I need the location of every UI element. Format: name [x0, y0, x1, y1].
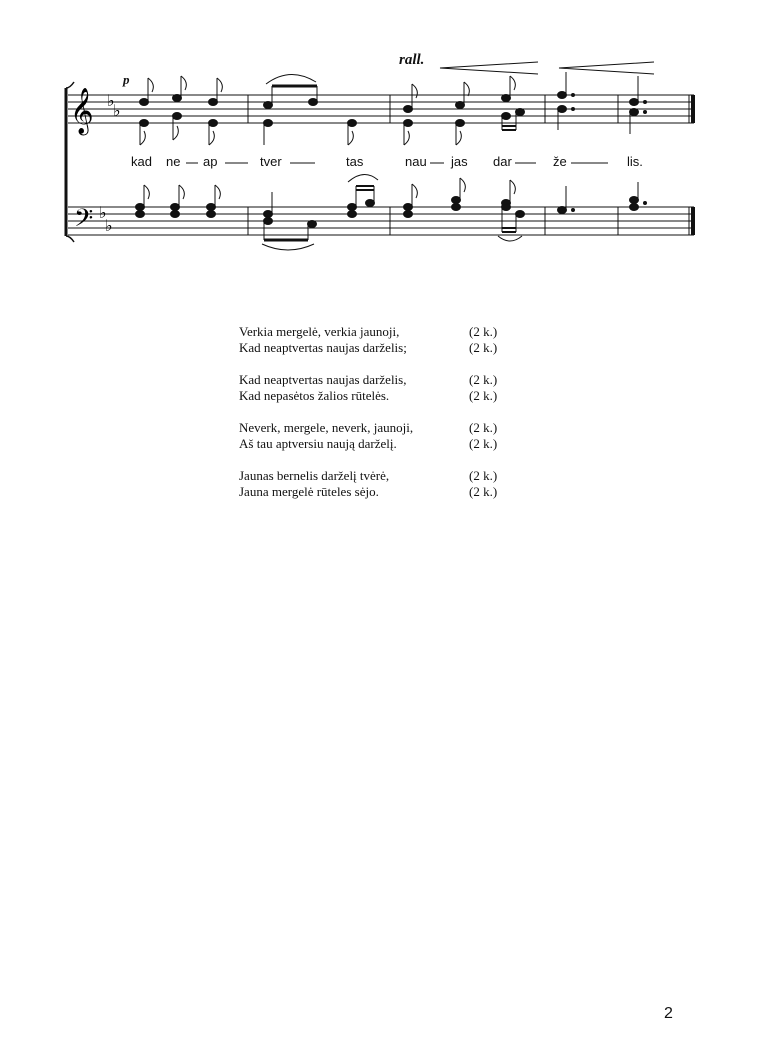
verse-text: Neverk, mergele, neverk, jaunoji,: [239, 420, 414, 435]
verse-line: [239, 372, 509, 388]
repeat-mark: (2 k.): [469, 388, 498, 403]
final-barline: [691, 95, 695, 235]
repeat-mark: (2 k.): [469, 372, 498, 387]
verse-line: [239, 436, 509, 452]
lyric-syllable: tver: [260, 154, 282, 169]
verse-text: Kad nepasėtos žalios rūtelės.: [239, 388, 390, 403]
lyric-syllable: ne: [166, 154, 181, 169]
lyric-syllable: že: [553, 154, 567, 169]
repeat-mark: (2 k.): [469, 420, 498, 435]
lyric-syllable: tas: [346, 154, 364, 169]
bass-clef-icon: 𝄢: [74, 204, 94, 239]
verse-line: [239, 388, 509, 404]
stanza: [239, 468, 509, 500]
verse-line: [239, 324, 509, 340]
stanza: [239, 420, 509, 452]
tempo-marking: rall.: [399, 52, 425, 68]
verses: [239, 324, 509, 516]
repeat-mark: (2 k.): [469, 484, 498, 499]
stanza: [239, 324, 509, 356]
bass-staff: [68, 207, 694, 235]
verse-line: [239, 468, 509, 484]
verse-text: Aš tau aptversiu naują darželį.: [239, 436, 397, 451]
repeat-mark: (2 k.): [469, 468, 498, 483]
flat-icon: ♭: [105, 218, 113, 235]
treble-notes-lower: [140, 106, 647, 146]
lyric-syllable: lis.: [627, 154, 643, 169]
bass-notes: [136, 174, 647, 250]
verse-line: [239, 340, 509, 356]
stanza: [239, 372, 509, 404]
verse-text: Kad neaptvertas naujas darželis;: [239, 340, 407, 355]
verse-text: Jaunas bernelis darželį tvėrė,: [239, 468, 390, 483]
treble-clef-icon: 𝄞: [70, 88, 94, 134]
page-number: 2: [664, 1005, 673, 1022]
verse-line: [239, 484, 509, 500]
verse-line: [239, 420, 509, 436]
treble-notes-upper: [140, 72, 647, 113]
lyric-syllable: jas: [451, 154, 468, 169]
lyric-syllable: kad: [131, 154, 152, 169]
repeat-mark: (2 k.): [469, 340, 498, 355]
lyric-syllable: nau: [405, 154, 427, 169]
verse-text: Verkia mergelė, verkia jaunoji,: [239, 324, 400, 339]
lyric-syllable: dar: [493, 154, 512, 169]
repeat-mark: (2 k.): [469, 436, 498, 451]
lyrics-line: [131, 154, 643, 169]
flat-icon: ♭: [99, 205, 107, 222]
flat-icon: ♭: [107, 93, 115, 110]
lyric-syllable: ap: [203, 154, 218, 169]
verse-text: Jauna mergelė rūteles sėjo.: [239, 484, 379, 499]
flat-icon: ♭: [113, 103, 121, 120]
dynamic-marking: p: [123, 72, 130, 87]
repeat-mark: (2 k.): [469, 324, 498, 339]
decrescendo-hairpin: [440, 62, 654, 74]
verse-text: Kad neaptvertas naujas darželis,: [239, 372, 407, 387]
treble-staff: [68, 95, 694, 123]
music-score: [0, 0, 765, 260]
